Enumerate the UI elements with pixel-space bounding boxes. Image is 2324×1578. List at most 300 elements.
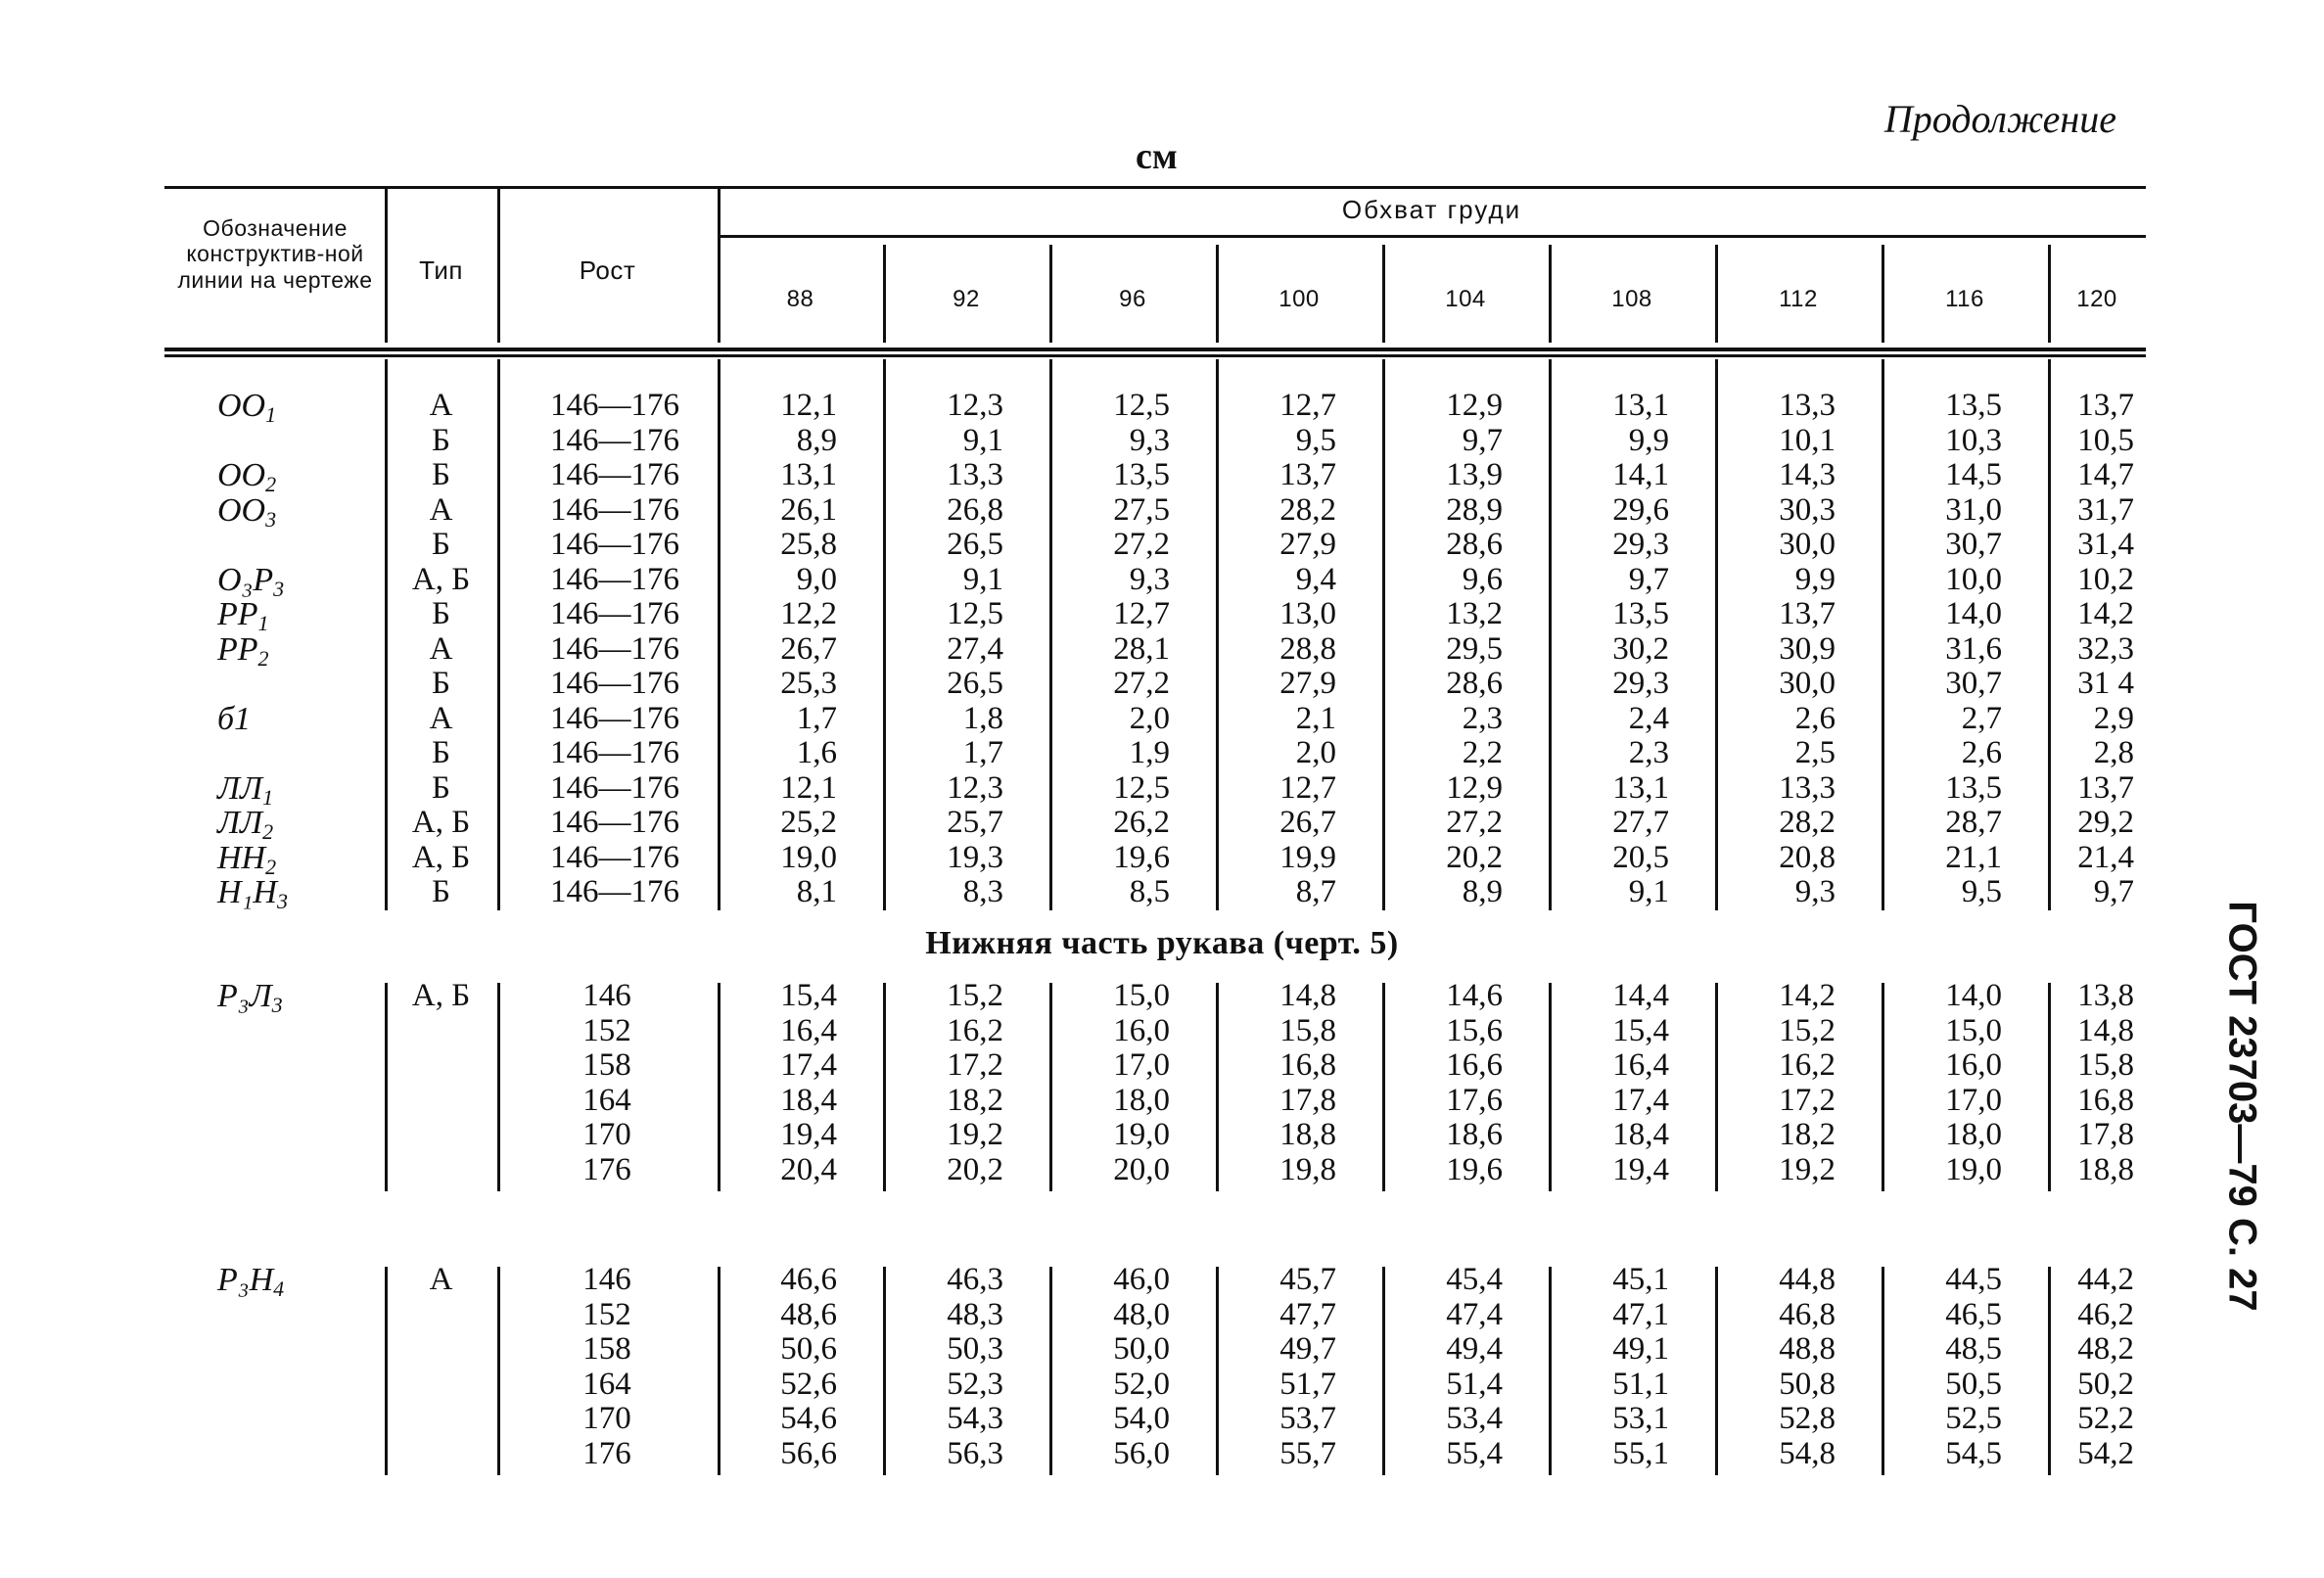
value-cell: 16,2 <box>947 1012 1003 1048</box>
value-cell: 8,7 <box>1295 874 1336 909</box>
value-cell: 48,0 <box>1113 1296 1170 1332</box>
value-cell: 9,3 <box>1129 422 1170 458</box>
value-cell: 12,1 <box>780 388 837 423</box>
value-cell: 30,3 <box>1779 491 1836 528</box>
value-cell: 26,7 <box>780 630 837 667</box>
line-code-text: PP <box>217 630 258 668</box>
value-cell: 46,8 <box>1779 1296 1836 1332</box>
line-code <box>217 561 285 601</box>
value-cell: 19,4 <box>780 1117 837 1152</box>
type-cell: Б <box>432 596 450 631</box>
value-cell: 56,3 <box>947 1435 1003 1471</box>
value-cell: 28,1 <box>1113 630 1170 667</box>
value-cell: 1,9 <box>1129 735 1170 770</box>
value-cell: 49,7 <box>1279 1331 1336 1367</box>
value-cell: 18,8 <box>2077 1151 2134 1187</box>
value-cell: 2,6 <box>1794 700 1836 736</box>
value-cell: 17,4 <box>780 1047 837 1083</box>
value-cell: 8,1 <box>796 874 837 909</box>
value-cell: 28,7 <box>1945 805 2002 840</box>
value-cell: 9,5 <box>1961 874 2002 909</box>
header-chest-size: 112 <box>1779 286 1818 312</box>
value-cell: 9,5 <box>1295 422 1336 458</box>
value-cell: 1,6 <box>796 735 837 770</box>
value-cell: 20,0 <box>1113 1151 1170 1187</box>
line-code <box>217 874 288 913</box>
value-cell: 55,7 <box>1279 1435 1336 1471</box>
value-cell: 8,9 <box>796 422 837 458</box>
value-cell: 30,9 <box>1779 630 1836 667</box>
height-range-cell: 146—176 <box>550 874 679 909</box>
value-cell: 9,3 <box>1794 874 1836 909</box>
value-cell: 2,9 <box>2093 700 2134 736</box>
group-column-divider <box>497 1267 500 1475</box>
value-cell: 29,5 <box>1446 630 1503 667</box>
value-cell: 15,8 <box>1279 1012 1336 1048</box>
value-cell: 17,6 <box>1446 1082 1503 1118</box>
line-code-subscript: 3 <box>265 506 277 532</box>
header-chest-size: 116 <box>1945 286 1984 312</box>
body-column-divider <box>497 359 500 910</box>
header-chest-size: 88 <box>786 286 814 312</box>
value-cell: 32,3 <box>2077 630 2134 667</box>
type-cell: Б <box>432 457 450 492</box>
header-chest-size: 92 <box>953 286 980 312</box>
line-code <box>217 702 251 736</box>
value-cell: 19,3 <box>947 839 1003 875</box>
value-cell: 2,2 <box>1462 735 1503 770</box>
value-cell: 12,7 <box>1113 596 1170 631</box>
value-cell: 10,2 <box>2077 561 2134 597</box>
line-code-text: OO <box>217 491 266 529</box>
value-cell: 50,8 <box>1779 1366 1836 1402</box>
chest-header-rule <box>718 235 2146 238</box>
height-range-cell: 146—176 <box>550 561 679 597</box>
value-cell: 16,0 <box>1945 1047 2002 1083</box>
value-cell: 44,5 <box>1945 1262 2002 1297</box>
line-code-subscript: 2 <box>262 819 274 844</box>
value-cell: 12,9 <box>1446 769 1503 806</box>
line-code <box>217 805 274 844</box>
type-cell: А, Б <box>411 561 471 597</box>
line-code-subscript: 2 <box>265 854 277 879</box>
value-cell: 18,0 <box>1113 1082 1170 1118</box>
value-cell: 12,1 <box>780 769 837 806</box>
value-cell: 56,6 <box>780 1435 837 1471</box>
height-range-cell: 146—176 <box>550 769 679 806</box>
value-cell: 26,7 <box>1279 805 1336 840</box>
value-cell: 17,0 <box>1945 1082 2002 1118</box>
line-code-subscript: 2 <box>265 472 277 496</box>
value-cell: 18,6 <box>1446 1117 1503 1152</box>
value-cell: 8,5 <box>1129 874 1170 909</box>
value-cell: 54,0 <box>1113 1401 1170 1436</box>
value-cell: 16,8 <box>1279 1047 1336 1083</box>
line-code-subscript: 1 <box>262 784 274 810</box>
value-cell: 13,8 <box>2077 978 2134 1013</box>
value-cell: 13,5 <box>1113 457 1170 492</box>
value-cell: 2,0 <box>1129 700 1170 736</box>
value-cell: 47,4 <box>1446 1296 1503 1332</box>
value-cell: 18,4 <box>1612 1117 1669 1152</box>
value-cell: 13,0 <box>1279 596 1336 631</box>
value-cell: 15,0 <box>1113 978 1170 1013</box>
value-cell: 14,0 <box>1945 978 2002 1013</box>
height-range-cell: 146—176 <box>550 527 679 562</box>
value-cell: 50,0 <box>1113 1331 1170 1367</box>
value-cell: 19,9 <box>1279 839 1336 875</box>
line-code-text: PP <box>217 596 258 632</box>
line-code-text: O₃P <box>217 561 274 598</box>
value-cell: 2,1 <box>1295 700 1336 736</box>
value-cell: 18,2 <box>1779 1117 1836 1152</box>
value-cell: 13,5 <box>1945 769 2002 806</box>
value-cell: 17,0 <box>1113 1047 1170 1083</box>
value-cell: 46,6 <box>780 1262 837 1297</box>
value-cell: 26,5 <box>947 666 1003 701</box>
value-cell: 54,5 <box>1945 1435 2002 1471</box>
value-cell: 27,7 <box>1612 805 1669 840</box>
type-cell: Б <box>432 874 450 909</box>
header-chest-size: 108 <box>1611 286 1652 312</box>
value-cell: 27,2 <box>1113 527 1170 562</box>
value-cell: 50,5 <box>1945 1366 2002 1402</box>
value-cell: 19,0 <box>1945 1151 2002 1187</box>
value-cell: 1,8 <box>962 700 1003 736</box>
line-code-subscript: 2 <box>257 645 269 671</box>
line-code-text: OO <box>217 457 266 493</box>
value-cell: 19,8 <box>1279 1151 1336 1187</box>
height-cell: 152 <box>582 1296 631 1332</box>
value-cell: 30,7 <box>1945 527 2002 562</box>
value-cell: 9,1 <box>962 422 1003 458</box>
header-chest-size: 96 <box>1119 286 1146 312</box>
line-code-text: ЛЛ <box>217 805 263 841</box>
value-cell: 9,7 <box>2093 874 2134 909</box>
value-cell: 26,1 <box>780 491 837 528</box>
height-range-cell: 146—176 <box>550 491 679 528</box>
value-cell: 17,4 <box>1612 1082 1669 1118</box>
value-cell: 45,1 <box>1612 1262 1669 1297</box>
line-code-text: HH <box>217 839 266 876</box>
value-cell: 17,8 <box>2077 1117 2134 1152</box>
type-cell: Б <box>432 666 450 701</box>
header-height: Рост <box>579 255 636 285</box>
value-cell: 50,6 <box>780 1331 837 1367</box>
line-code-text: P₃H <box>217 1262 274 1298</box>
header-chest-size: 100 <box>1278 286 1320 312</box>
value-cell: 52,2 <box>2077 1401 2134 1436</box>
value-cell: 46,3 <box>947 1262 1003 1297</box>
value-cell: 30,0 <box>1779 666 1836 701</box>
value-cell: 28,6 <box>1446 666 1503 701</box>
value-cell: 28,2 <box>1279 491 1336 528</box>
value-cell: 9,7 <box>1462 422 1503 458</box>
group-type-cell: А, Б <box>411 978 471 1013</box>
value-cell: 27,9 <box>1279 666 1336 701</box>
value-cell: 1,7 <box>796 700 837 736</box>
value-cell: 17,2 <box>947 1047 1003 1083</box>
value-cell: 55,4 <box>1446 1435 1503 1471</box>
height-range-cell: 146—176 <box>550 596 679 631</box>
height-cell: 176 <box>582 1151 631 1187</box>
line-code-subscript: 1 <box>265 402 277 427</box>
height-cell: 146 <box>582 978 631 1013</box>
height-cell: 170 <box>582 1117 631 1152</box>
value-cell: 15,8 <box>2077 1047 2134 1083</box>
value-cell: 12,5 <box>947 596 1003 631</box>
value-cell: 15,6 <box>1446 1012 1503 1048</box>
header-chest-size: 104 <box>1445 286 1486 312</box>
value-cell: 54,8 <box>1779 1435 1836 1471</box>
value-cell: 9,4 <box>1295 561 1336 597</box>
value-cell: 12,5 <box>1113 388 1170 423</box>
value-cell: 20,2 <box>1446 839 1503 875</box>
value-cell: 14,0 <box>1945 596 2002 631</box>
type-cell: А <box>429 388 453 423</box>
value-cell: 10,3 <box>1945 422 2002 458</box>
section-title: Нижняя часть рукава (черт. 5) <box>925 925 1399 961</box>
value-cell: 20,5 <box>1612 839 1669 875</box>
height-cell: 146 <box>582 1262 631 1297</box>
value-cell: 29,6 <box>1612 491 1669 528</box>
value-cell: 27,9 <box>1279 527 1336 562</box>
header-type: Тип <box>419 255 463 285</box>
value-cell: 56,0 <box>1113 1435 1170 1471</box>
value-cell: 55,1 <box>1612 1435 1669 1471</box>
value-cell: 2,0 <box>1295 735 1336 770</box>
type-cell: А, Б <box>411 839 471 875</box>
value-cell: 2,7 <box>1961 700 2002 736</box>
value-cell: 2,3 <box>1462 700 1503 736</box>
value-cell: 13,7 <box>1279 457 1336 492</box>
value-cell: 13,2 <box>1446 596 1503 631</box>
value-cell: 25,8 <box>780 527 837 562</box>
height-cell: 158 <box>582 1047 631 1083</box>
line-code <box>217 630 269 671</box>
type-cell: А <box>429 700 453 736</box>
value-cell: 12,9 <box>1446 388 1503 423</box>
value-cell: 46,0 <box>1113 1262 1170 1297</box>
value-cell: 45,7 <box>1279 1262 1336 1297</box>
value-cell: 12,7 <box>1279 769 1336 806</box>
value-cell: 16,2 <box>1779 1047 1836 1083</box>
value-cell: 17,8 <box>1279 1082 1336 1118</box>
type-cell: Б <box>432 422 450 458</box>
value-cell: 19,4 <box>1612 1151 1669 1187</box>
value-cell: 19,6 <box>1446 1151 1503 1187</box>
header-bottom-rule-2 <box>164 354 2146 357</box>
value-cell: 47,1 <box>1612 1296 1669 1332</box>
value-cell: 19,2 <box>947 1117 1003 1152</box>
line-code <box>217 769 274 810</box>
value-cell: 31 4 <box>2077 666 2134 701</box>
header-chest-girth: Обхват груди <box>1341 195 1522 224</box>
continuation-label: Продолжение <box>1883 97 2116 141</box>
value-cell: 14,5 <box>1945 457 2002 492</box>
line-code <box>217 388 277 427</box>
value-cell: 2,5 <box>1794 735 1836 770</box>
value-cell: 13,1 <box>1612 769 1669 806</box>
value-cell: 53,7 <box>1279 1401 1336 1436</box>
value-cell: 28,9 <box>1446 491 1503 528</box>
value-cell: 49,4 <box>1446 1331 1503 1367</box>
value-cell: 15,2 <box>947 978 1003 1013</box>
height-range-cell: 146—176 <box>550 666 679 701</box>
value-cell: 27,4 <box>947 630 1003 667</box>
value-cell: 27,5 <box>1113 491 1170 528</box>
value-cell: 10,5 <box>2077 422 2134 458</box>
value-cell: 2,6 <box>1961 735 2002 770</box>
height-cell: 176 <box>582 1435 631 1471</box>
value-cell: 2,4 <box>1628 700 1669 736</box>
value-cell: 31,6 <box>1945 630 2002 667</box>
line-code-text: OO <box>217 388 266 424</box>
value-cell: 12,2 <box>780 596 837 631</box>
value-cell: 44,2 <box>2077 1262 2134 1297</box>
value-cell: 30,0 <box>1779 527 1836 562</box>
value-cell: 15,2 <box>1779 1012 1836 1048</box>
type-cell: А <box>429 630 453 667</box>
value-cell: 13,5 <box>1945 388 2002 423</box>
line-code-text: H₁H <box>217 874 277 910</box>
value-cell: 13,3 <box>1779 388 1836 423</box>
value-cell: 9,1 <box>962 561 1003 597</box>
standard-side-label: ГОСТ 23703—79 С. 27 <box>2220 901 2264 1312</box>
value-cell: 13,1 <box>1612 388 1669 423</box>
header-designation: Обозначение конструктив-ной линии на чертеже <box>177 215 373 293</box>
height-cell: 170 <box>582 1401 631 1436</box>
value-cell: 18,8 <box>1279 1117 1336 1152</box>
line-code-text: P₃Л <box>217 978 272 1014</box>
value-cell: 10,1 <box>1779 422 1836 458</box>
value-cell: 18,0 <box>1945 1117 2002 1152</box>
value-cell: 9,1 <box>1628 874 1669 909</box>
value-cell: 44,8 <box>1779 1262 1836 1297</box>
value-cell: 28,2 <box>1779 805 1836 840</box>
header-bottom-rule <box>164 348 2146 351</box>
line-code-subscript: 1 <box>257 611 269 635</box>
value-cell: 26,5 <box>947 527 1003 562</box>
value-cell: 45,4 <box>1446 1262 1503 1297</box>
height-range-cell: 146—176 <box>550 839 679 875</box>
value-cell: 14,2 <box>1779 978 1836 1013</box>
value-cell: 14,2 <box>2077 596 2134 631</box>
line-code <box>217 491 277 532</box>
value-cell: 20,8 <box>1779 839 1836 875</box>
value-cell: 30,7 <box>1945 666 2002 701</box>
value-cell: 19,6 <box>1113 839 1170 875</box>
value-cell: 13,1 <box>780 457 837 492</box>
value-cell: 50,3 <box>947 1331 1003 1367</box>
line-code-subscript: 3 <box>271 993 283 1017</box>
value-cell: 53,4 <box>1446 1401 1503 1436</box>
value-cell: 21,1 <box>1945 839 2002 875</box>
value-cell: 52,6 <box>780 1366 837 1402</box>
type-cell: А <box>429 491 453 528</box>
value-cell: 9,0 <box>796 561 837 597</box>
header-chest-size: 120 <box>2076 286 2117 312</box>
value-cell: 29,3 <box>1612 527 1669 562</box>
value-cell: 28,8 <box>1279 630 1336 667</box>
value-cell: 50,2 <box>2077 1366 2134 1402</box>
height-range-cell: 146—176 <box>550 805 679 840</box>
value-cell: 9,9 <box>1628 422 1669 458</box>
group-column-divider <box>385 1267 388 1475</box>
value-cell: 49,1 <box>1612 1331 1669 1367</box>
type-cell: Б <box>432 735 450 770</box>
value-cell: 12,5 <box>1113 769 1170 806</box>
value-cell: 53,1 <box>1612 1401 1669 1436</box>
group-line-code <box>217 978 283 1017</box>
value-cell: 52,5 <box>1945 1401 2002 1436</box>
height-range-cell: 146—176 <box>550 735 679 770</box>
value-cell: 13,3 <box>1779 769 1836 806</box>
value-cell: 29,2 <box>2077 805 2134 840</box>
value-cell: 29,3 <box>1612 666 1669 701</box>
value-cell: 13,3 <box>947 457 1003 492</box>
value-cell: 9,3 <box>1129 561 1170 597</box>
value-cell: 8,3 <box>962 874 1003 909</box>
line-code <box>217 457 277 496</box>
value-cell: 31,4 <box>2077 527 2134 562</box>
value-cell: 13,7 <box>2077 388 2134 423</box>
value-cell: 46,5 <box>1945 1296 2002 1332</box>
value-cell: 1,7 <box>962 735 1003 770</box>
value-cell: 12,3 <box>947 769 1003 806</box>
value-cell: 9,7 <box>1628 561 1669 597</box>
value-cell: 13,9 <box>1446 457 1503 492</box>
value-cell: 27,2 <box>1113 666 1170 701</box>
type-cell: Б <box>432 527 450 562</box>
value-cell: 9,9 <box>1794 561 1836 597</box>
value-cell: 14,8 <box>1279 978 1336 1013</box>
value-cell: 14,3 <box>1779 457 1836 492</box>
value-cell: 47,7 <box>1279 1296 1336 1332</box>
line-code <box>217 596 269 635</box>
group-type-cell: А <box>429 1262 453 1297</box>
line-code <box>217 839 277 879</box>
type-cell: А, Б <box>411 805 471 840</box>
value-cell: 48,2 <box>2077 1331 2134 1367</box>
height-cell: 158 <box>582 1331 631 1367</box>
value-cell: 12,3 <box>947 388 1003 423</box>
value-cell: 14,8 <box>2077 1012 2134 1048</box>
value-cell: 8,9 <box>1462 874 1503 909</box>
value-cell: 26,2 <box>1113 805 1170 840</box>
value-cell: 25,7 <box>947 805 1003 840</box>
value-cell: 16,4 <box>1612 1047 1669 1083</box>
height-range-cell: 146—176 <box>550 630 679 667</box>
value-cell: 46,2 <box>2077 1296 2134 1332</box>
value-cell: 13,7 <box>2077 769 2134 806</box>
line-code-subscript: 3 <box>276 889 288 913</box>
group-column-divider <box>385 983 388 1191</box>
value-cell: 48,5 <box>1945 1331 2002 1367</box>
height-cell: 152 <box>582 1012 631 1048</box>
value-cell: 14,4 <box>1612 978 1669 1013</box>
value-cell: 48,8 <box>1779 1331 1836 1367</box>
value-cell: 14,6 <box>1446 978 1503 1013</box>
group-line-code <box>217 1262 285 1301</box>
value-cell: 52,0 <box>1113 1366 1170 1402</box>
value-cell: 51,1 <box>1612 1366 1669 1402</box>
value-cell: 54,6 <box>780 1401 837 1436</box>
value-cell: 26,8 <box>947 491 1003 528</box>
value-cell: 14,1 <box>1612 457 1669 492</box>
value-cell: 17,2 <box>1779 1082 1836 1118</box>
height-range-cell: 146—176 <box>550 422 679 458</box>
